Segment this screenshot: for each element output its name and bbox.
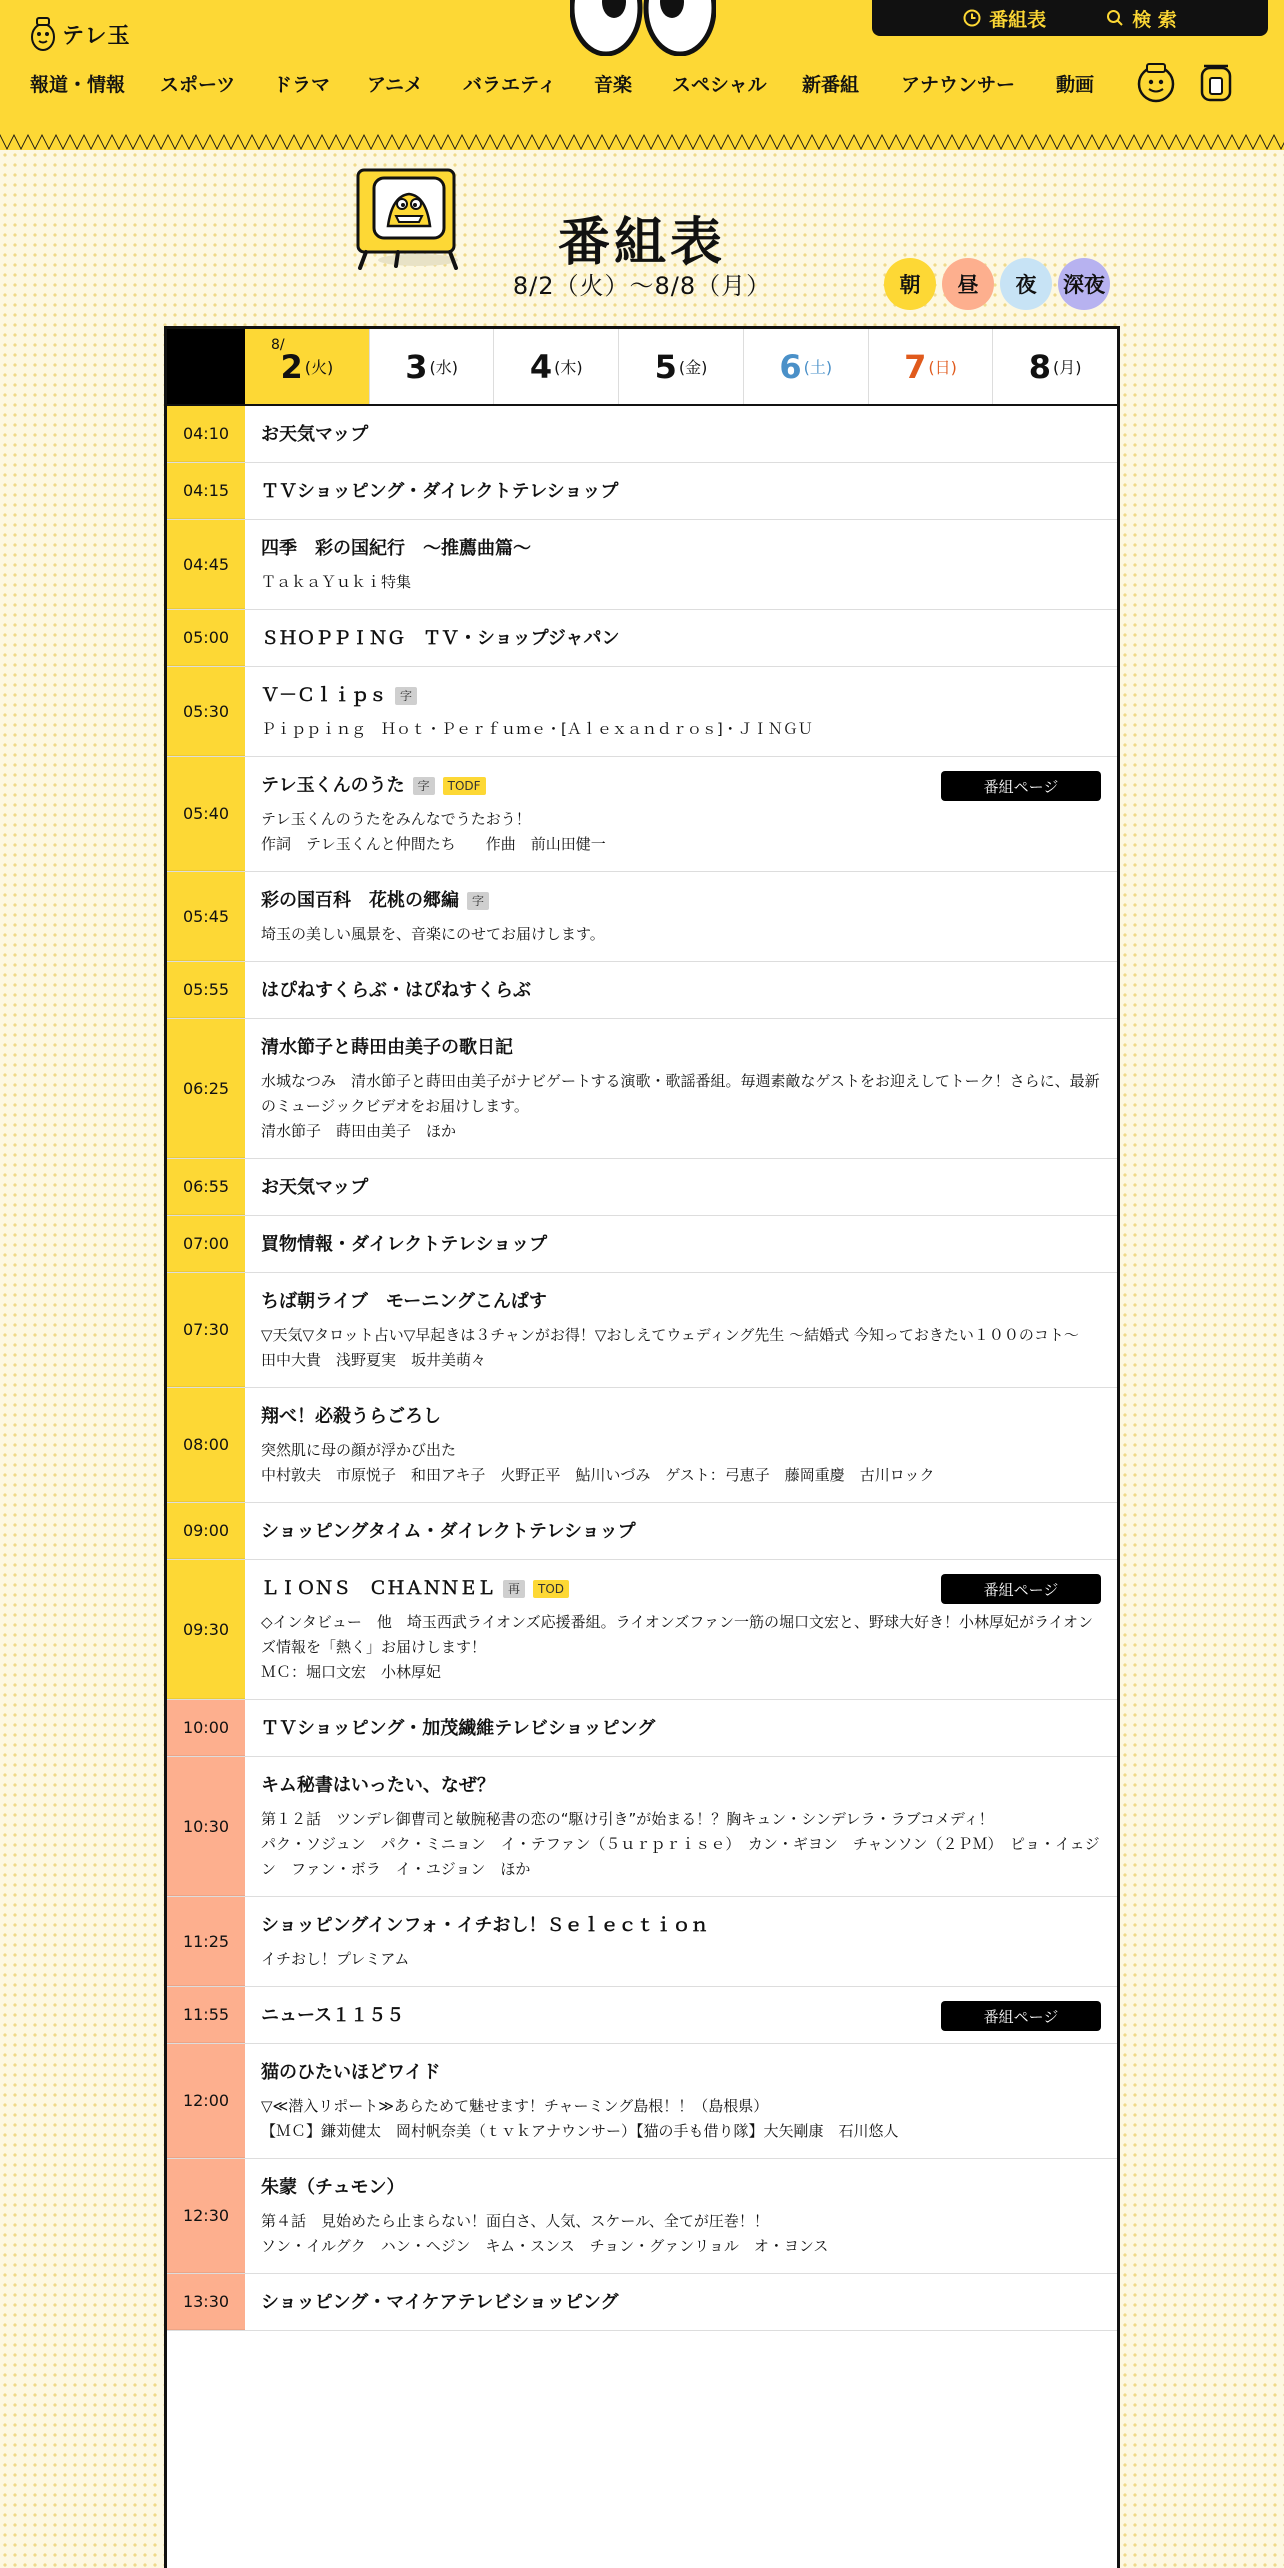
program-description [261, 570, 1101, 595]
program-time: 07:00 [167, 1216, 245, 1272]
program-title: ショッピング・マイケアテレビショッピング [261, 2292, 619, 2313]
program-list [167, 406, 1117, 2331]
program-cell[interactable] [245, 2044, 1117, 2158]
program-title-line [261, 1519, 1101, 1545]
program-time: 09:00 [167, 1503, 245, 1559]
clock-icon [963, 9, 981, 27]
main-nav [30, 70, 1116, 97]
program-title: キム秘書はいったい、なぜ？ [261, 1775, 495, 1796]
program-row [167, 1216, 1117, 1273]
program-title: ちば朝ライブ モーニングこんぱす [261, 1291, 547, 1312]
program-title: 四季 彩の国紀行 ～推薦曲篇～ [261, 538, 531, 559]
program-description [261, 1069, 1101, 1144]
program-title: ＴＶショッピング・加茂繊維テレビショッピング [261, 1718, 656, 1739]
program-description-line: 第４話 見始めたら止まらない！面白さ、人気、スケール、全てが圧巻！！ [261, 2212, 769, 2230]
program-cell[interactable] [245, 1560, 1117, 1699]
program-row [167, 757, 1117, 872]
program-description [261, 2209, 1101, 2259]
program-description-line: 清水節子 蒔田由美子 ほか [261, 1122, 457, 1140]
program-row [167, 1503, 1117, 1560]
time-of-day-filters [884, 258, 1110, 310]
program-description-line: 【ＭＣ】鎌苅健太 岡村帆奈美（ｔｖｋアナウンサー）【猫の手も借り隊】大矢剛康 石川悠人 [261, 2122, 899, 2140]
nav-item-special[interactable]: スペシャル [672, 74, 767, 96]
filter-late-night[interactable]: 深夜 [1058, 258, 1110, 310]
program-description-line: ◇インタビュー 他 埼玉西武ライオンズ応援番組。ライオンズファン一筋の堀口文宏と、野球大好き！小林厚妃がライオンズ情報を「熱く」お届けします！ [261, 1613, 1094, 1656]
program-description-line: ソン・イルグク ハン・ヘジン キム・スンス チョン・グァンリョル オ・ヨンス [261, 2237, 829, 2255]
program-time: 05:45 [167, 872, 245, 961]
program-row [167, 1019, 1117, 1159]
program-badge: 字 [413, 777, 435, 795]
program-cell[interactable] [245, 610, 1117, 666]
program-title: ＳＨＯＰＰＩＮＧ ＴＶ・ショップジャパン [261, 628, 620, 649]
program-title: 買物情報・ダイレクトテレショップ [261, 1234, 548, 1255]
program-row [167, 1273, 1117, 1388]
search-link-label: 検 索 [1132, 8, 1177, 31]
program-description [261, 1610, 1101, 1685]
program-cell[interactable] [245, 1757, 1117, 1896]
program-title: ＴＶショッピング・ダイレクトテレショップ [261, 481, 619, 502]
nav-item-anime[interactable]: アニメ [367, 74, 424, 96]
program-time: 06:25 [167, 1019, 245, 1158]
program-title-line [261, 683, 1101, 709]
program-cell[interactable] [245, 1273, 1117, 1387]
program-row [167, 610, 1117, 667]
program-title: ＬＩＯＮＳ ＣＨＡＮＮＥＬ [261, 1578, 495, 1599]
date-tab-day: 5 [654, 347, 677, 386]
site-header [0, 0, 1284, 150]
mascot-eyes-icon [570, 0, 716, 56]
program-badge: 字 [395, 687, 417, 705]
program-title: 彩の国百科 花桃の郷編 [261, 890, 459, 911]
program-time: 05:00 [167, 610, 245, 666]
schedule-link-label: 番組表 [989, 8, 1047, 31]
program-row [167, 1987, 1117, 2044]
nav-item-announcer[interactable]: アナウンサー [901, 74, 1016, 96]
program-cell[interactable] [245, 1388, 1117, 1502]
program-description-line: パク・ソジュン パク・ミニョン イ・テファン（５ｕｒｐｒｉｓｅ） カン・ギヨン チャンソン（２ＰＭ） ピョ・イェジン ファン・ボラ イ・ユジョン ほか [261, 1835, 1100, 1878]
program-title: 朱蒙（チュモン） [261, 2177, 405, 2198]
nav-item-variety[interactable]: バラエティ [463, 74, 557, 96]
program-row [167, 1700, 1117, 1757]
program-row [167, 463, 1117, 520]
program-cell[interactable] [245, 2159, 1117, 2273]
program-title: 猫のひたいほどワイド [261, 2062, 441, 2083]
program-time: 07:30 [167, 1273, 245, 1387]
program-title-line [261, 1404, 1101, 1430]
program-row [167, 2274, 1117, 2331]
program-time: 04:15 [167, 463, 245, 519]
program-time: 12:00 [167, 2044, 245, 2158]
date-tabs [167, 329, 1117, 406]
program-time: 13:30 [167, 2274, 245, 2330]
filter-morning[interactable]: 朝 [884, 258, 936, 310]
program-description [261, 1323, 1101, 1373]
program-time: 10:30 [167, 1757, 245, 1896]
program-cell[interactable] [245, 406, 1117, 462]
program-time: 09:30 [167, 1560, 245, 1699]
program-title-line [261, 479, 1101, 505]
nav-item-sports[interactable]: スポーツ [160, 74, 236, 96]
nav-item-news[interactable]: 報道・情報 [30, 74, 126, 96]
program-description-line: 埼玉の美しい風景を、音楽にのせてお届けします。 [261, 925, 605, 943]
program-cell[interactable] [245, 872, 1117, 961]
program-badge: TOD [533, 1580, 569, 1598]
program-title: お天気マップ [261, 1177, 369, 1198]
nav-item-music[interactable]: 音楽 [594, 74, 633, 96]
program-description-line: 田中大貴 浅野夏実 坂井美萌々 [261, 1351, 487, 1369]
program-row [167, 1757, 1117, 1897]
program-cell[interactable] [245, 520, 1117, 609]
program-cell[interactable] [245, 962, 1117, 1018]
program-title: ショッピングタイム・ダイレクトテレショップ [261, 1521, 636, 1542]
program-title: 清水節子と蒔田由美子の歌日記 [261, 1037, 513, 1058]
schedule-link[interactable] [963, 5, 1046, 32]
program-title-line [261, 2060, 1101, 2086]
program-description-line: 第１２話 ツンデレ御曹司と敏腕秘書の恋の“駆け引き”が始まる！？胸キュン・シンデレラ・ラブコメディ！ [261, 1810, 994, 1828]
program-title: Ｖ－Ｃｌｉｐｓ [261, 685, 387, 706]
date-tab-weekday: (金) [678, 358, 708, 377]
program-time: 08:00 [167, 1388, 245, 1502]
program-row [167, 667, 1117, 757]
program-title-line [261, 422, 1101, 448]
date-tab-day: 3 [405, 347, 428, 386]
program-cell[interactable] [245, 1897, 1117, 1986]
date-tab-day: 4 [529, 347, 553, 386]
program-title-line [261, 2290, 1101, 2316]
program-row [167, 1159, 1117, 1216]
program-description-line: テレ玉くんのうたをみんなでうたおう！ [261, 810, 531, 828]
program-row [167, 1897, 1117, 1987]
date-tab-weekday: (水) [429, 358, 458, 377]
program-description [261, 717, 1101, 742]
program-row [167, 406, 1117, 463]
date-tab-weekday: (木) [554, 358, 583, 377]
program-title-line [261, 1035, 1101, 1061]
program-title-line [261, 536, 1101, 562]
program-row [167, 962, 1117, 1019]
date-tab-weekday: (日) [928, 358, 957, 377]
program-page-button[interactable]: 番組ページ [941, 2001, 1101, 2031]
program-description [261, 1438, 1101, 1488]
page-title: 番組表 [557, 213, 726, 273]
program-time: 11:25 [167, 1897, 245, 1986]
program-title-line [261, 1289, 1101, 1315]
program-cell[interactable] [245, 1019, 1117, 1158]
program-cell[interactable] [245, 463, 1117, 519]
program-row [167, 1388, 1117, 1503]
date-tab-weekday: (火) [304, 358, 334, 377]
filter-evening[interactable]: 夜 [1000, 258, 1052, 310]
program-description [261, 922, 1101, 947]
search-link[interactable] [1106, 5, 1177, 32]
search-icon [1106, 9, 1124, 27]
header-zigzag-edge [0, 134, 1284, 150]
filter-daytime[interactable]: 昼 [942, 258, 994, 310]
site-logo[interactable] [30, 16, 131, 52]
program-description-line: ＭＣ：堀口文宏 小林厚妃 [261, 1663, 442, 1681]
nav-item-drama[interactable]: ドラマ [273, 74, 331, 96]
program-description [261, 1807, 1101, 1882]
program-title: はぴねすくらぶ・はぴねすくらぶ [261, 980, 531, 1001]
nav-item-video[interactable]: 動画 [1056, 74, 1095, 96]
program-badge: 字 [467, 892, 489, 910]
program-title-line [261, 1716, 1101, 1742]
program-title: お天気マップ [261, 424, 369, 445]
program-cell[interactable] [245, 1216, 1117, 1272]
program-row [167, 872, 1117, 962]
tamadon-icon[interactable] [1136, 60, 1176, 104]
date-tab-weekday: (土) [803, 358, 833, 377]
program-description-line: 水城なつみ 清水節子と蒔田由美子がナビゲートする演歌・歌謡番組。毎週素敵なゲストをお迎えしてトーク！さらに、最新のミュージックビデオをお届けします。 [261, 1072, 1100, 1115]
program-title-line [261, 1913, 1101, 1939]
program-time: 10:00 [167, 1700, 245, 1756]
program-description-line: イチおし！プレミアム [261, 1950, 410, 1968]
program-title: テレ玉くんのうた [261, 775, 405, 796]
date-range: 8/2（火）〜8/8（月） [512, 272, 772, 300]
date-tab-day: 8 [1028, 347, 1052, 386]
program-time: 12:30 [167, 2159, 245, 2273]
program-description [261, 807, 1101, 857]
program-description-line: Ｐｉｐｐｉｎｇ Ｈｏｔ・Ｐｅｒｆｕｍｅ・[Ａｌｅｘａｎｄｒｏｓ]・ＪＩＮＧＵ [261, 720, 813, 738]
date-tab-5[interactable] [868, 329, 993, 404]
program-description-line: ▽≪潜入リポート≫あらためて魅せます！チャーミング島根！！（島根県） [261, 2097, 769, 2115]
program-page-button[interactable]: 番組ページ [941, 1574, 1101, 1604]
program-title-line [261, 2175, 1101, 2201]
program-description-line: 突然肌に母の顔が浮かび出た [261, 1441, 457, 1459]
program-cell[interactable] [245, 667, 1117, 756]
program-cell[interactable] [245, 1159, 1117, 1215]
date-tab-day: 6 [779, 347, 802, 386]
program-title-line [261, 1232, 1101, 1258]
program-cell[interactable] [245, 2274, 1117, 2330]
program-cell[interactable] [245, 1987, 1117, 2043]
program-description-line: ▽天気▽タロット占い▽早起きは３チャンがお得！▽おしえてウェディング先生 ～結婚式 今知っておきたい１００のコト～ [261, 1326, 1079, 1344]
tamadon-park-icon[interactable] [1196, 60, 1236, 104]
program-time: 05:30 [167, 667, 245, 756]
program-title-line [261, 1175, 1101, 1201]
program-description-line: ＴａｋａＹｕｋｉ特集 [261, 573, 412, 591]
nav-item-new-programs[interactable]: 新番組 [802, 74, 860, 96]
date-tab-weekday: (月) [1053, 358, 1082, 377]
program-badge: TODF [443, 777, 486, 795]
program-time: 04:10 [167, 406, 245, 462]
date-tabs-corner [167, 329, 245, 404]
program-description-line: 作詞 テレ玉くんと仲間たち 作曲 前山田健一 [261, 835, 606, 853]
top-actions-bar [872, 0, 1268, 36]
program-page-button[interactable]: 番組ページ [941, 771, 1101, 801]
date-tab-day: 7 [904, 347, 927, 386]
program-description-line: 中村敦夫 市原悦子 和田アキ子 火野正平 鮎川いづみ ゲスト：弓恵子 藤岡重慶 古川ロック [261, 1466, 935, 1484]
date-tab-6[interactable] [992, 329, 1117, 404]
logo-text: テレ玉 [62, 23, 131, 49]
program-description [261, 1947, 1101, 1972]
program-description [261, 2094, 1101, 2144]
date-tab-1[interactable] [369, 329, 494, 404]
program-title: 翔べ！必殺うらごろし [261, 1406, 441, 1427]
program-title-line [261, 626, 1101, 652]
program-row [167, 2159, 1117, 2274]
program-title: ショッピングインフォ・イチおし！Ｓｅｌｅｃｔｉｏｎ [261, 1915, 709, 1936]
program-cell[interactable] [245, 1700, 1117, 1756]
terebi-tamago-icon [30, 16, 56, 52]
program-time: 06:55 [167, 1159, 245, 1215]
program-cell[interactable] [245, 757, 1117, 871]
program-time: 05:55 [167, 962, 245, 1018]
program-title: ニュース１１５５ [261, 2005, 405, 2026]
program-time: 05:40 [167, 757, 245, 871]
nav-icon-group [1136, 60, 1236, 104]
date-tab-4[interactable] [743, 329, 868, 404]
date-tab-month: 8/ [271, 337, 285, 353]
program-schedule [164, 326, 1120, 2568]
program-row [167, 1560, 1117, 1700]
program-row [167, 2044, 1117, 2159]
program-title-line [261, 978, 1101, 1004]
date-tab-2[interactable] [493, 329, 618, 404]
program-cell[interactable] [245, 1503, 1117, 1559]
program-time: 04:45 [167, 520, 245, 609]
date-tab-0[interactable] [245, 329, 369, 404]
program-time: 11:55 [167, 1987, 245, 2043]
date-tab-day: 2 [280, 347, 303, 386]
program-row [167, 520, 1117, 610]
program-badge: 再 [503, 1580, 525, 1598]
program-title-line [261, 888, 1101, 914]
program-title-line [261, 1773, 1101, 1799]
date-tab-3[interactable] [618, 329, 743, 404]
